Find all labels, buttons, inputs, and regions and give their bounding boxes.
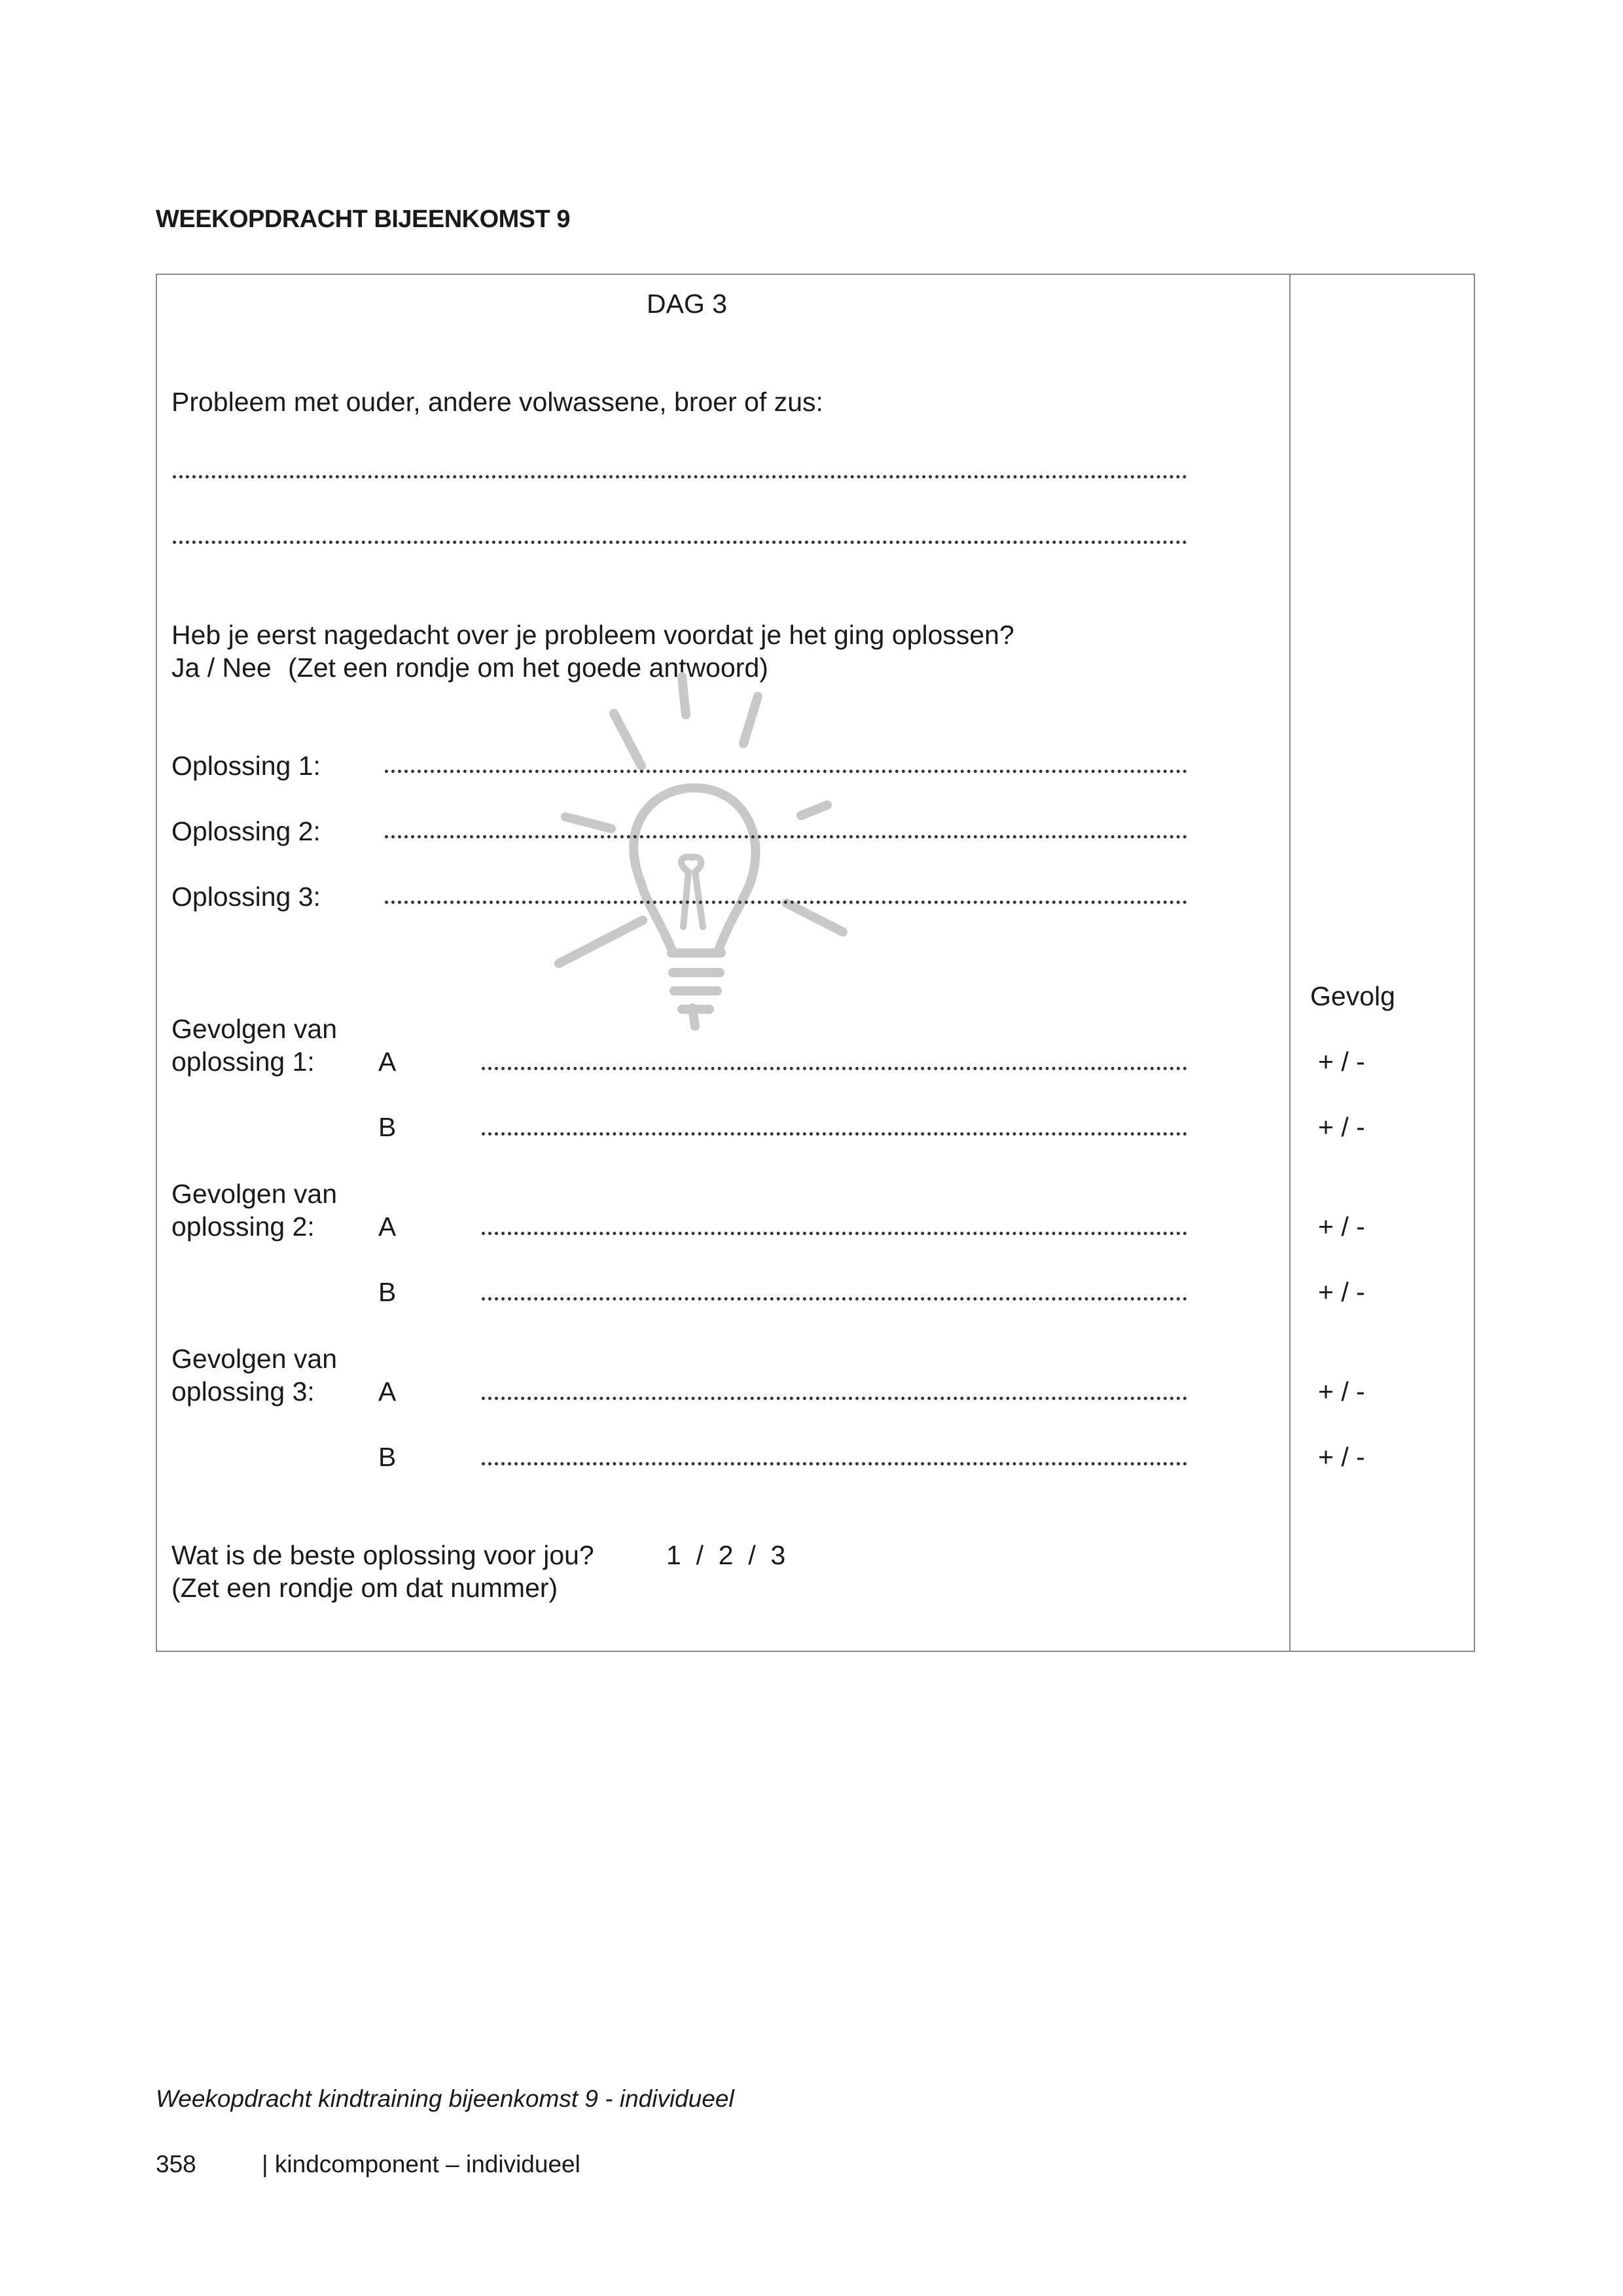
footer-note: Weekopdracht kindtraining bijeenkomst 9 - individueel	[156, 2085, 734, 2112]
consequences-3-a-letter: A	[378, 1376, 397, 1407]
solution-3-line[interactable]	[385, 901, 1187, 904]
consequences-2-label-line2: oplossing 2:	[171, 1211, 315, 1242]
consequences-1-b-rating[interactable]: + / -	[1318, 1112, 1365, 1142]
consequences-3-b-line[interactable]	[482, 1462, 1187, 1465]
gevolg-header: Gevolg	[1310, 981, 1395, 1011]
problem-prompt: Probleem met ouder, andere volwassene, broer of zus:	[171, 387, 823, 417]
lightbulb-icon	[543, 668, 857, 1034]
best-solution-question: Wat is de beste oplossing voor jou?	[171, 1540, 594, 1570]
consequences-1-label-line2: oplossing 1:	[171, 1047, 315, 1077]
solution-3-label: Oplossing 3:	[171, 882, 321, 912]
reflection-instruction: (Zet een rondje om het goede antwoord)	[288, 653, 768, 683]
consequences-2-b-line[interactable]	[482, 1297, 1187, 1300]
consequences-1-a-rating[interactable]: + / -	[1318, 1047, 1365, 1077]
reflection-question: Heb je eerst nagedacht over je probleem voordat je het ging oplossen?	[171, 620, 1014, 650]
solution-2-label: Oplossing 2:	[171, 816, 321, 846]
day-label: DAG 3	[647, 289, 728, 319]
consequences-1-a-line[interactable]	[482, 1067, 1187, 1070]
consequences-1-b-line[interactable]	[482, 1132, 1187, 1136]
consequences-1-a-letter: A	[378, 1047, 397, 1077]
consequences-2-b-rating[interactable]: + / -	[1318, 1277, 1365, 1307]
reflection-answer-options[interactable]: Ja / Nee	[171, 653, 272, 683]
consequences-3-b-letter: B	[378, 1442, 397, 1472]
page-heading: WEEKOPDRACHT BIJEENKOMST 9	[156, 206, 571, 233]
consequences-3-a-line[interactable]	[482, 1397, 1187, 1400]
problem-answer-line-2[interactable]	[173, 541, 1187, 544]
consequences-3-a-rating[interactable]: + / -	[1318, 1376, 1365, 1407]
footer-section: | kindcomponent – individueel	[262, 2151, 580, 2178]
column-divider	[1289, 274, 1291, 1652]
consequences-3-b-rating[interactable]: + / -	[1318, 1442, 1365, 1472]
solution-1-label: Oplossing 1:	[171, 751, 321, 781]
consequences-1-label-line1: Gevolgen van	[171, 1014, 338, 1044]
consequences-3-label-line1: Gevolgen van	[171, 1344, 338, 1374]
solution-2-line[interactable]	[385, 835, 1187, 838]
consequences-1-b-letter: B	[378, 1112, 397, 1142]
consequences-2-a-rating[interactable]: + / -	[1318, 1211, 1365, 1242]
consequences-3-label-line2: oplossing 3:	[171, 1376, 315, 1407]
consequences-2-a-letter: A	[378, 1211, 397, 1242]
page-number: 358	[156, 2151, 196, 2178]
consequences-2-label-line1: Gevolgen van	[171, 1179, 338, 1209]
problem-answer-line-1[interactable]	[173, 475, 1187, 478]
consequences-2-a-line[interactable]	[482, 1232, 1187, 1235]
best-solution-instruction: (Zet een rondje om dat nummer)	[171, 1573, 558, 1603]
consequences-2-b-letter: B	[378, 1277, 397, 1307]
best-solution-options[interactable]: 1 / 2 / 3	[666, 1540, 786, 1570]
solution-1-line[interactable]	[385, 770, 1187, 773]
